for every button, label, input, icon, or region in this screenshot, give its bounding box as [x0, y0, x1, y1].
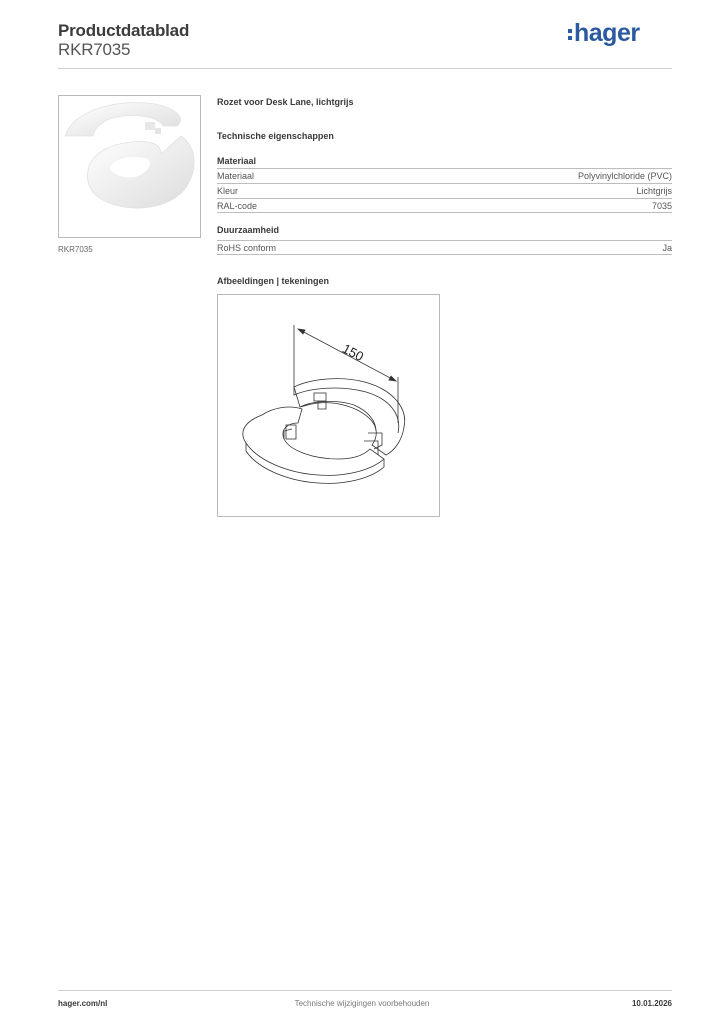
spec-value: Polyvinylchloride (PVC) [577, 171, 672, 181]
spec-value: Lichtgrijs [636, 186, 672, 196]
group-title-duurzaamheid: Duurzaamheid [217, 225, 280, 235]
tech-properties-heading: Technische eigenschappen [217, 131, 334, 141]
dimension-label: 150 [340, 340, 367, 365]
rosette-drawing-icon [218, 295, 439, 516]
spec-row [217, 198, 672, 213]
header-divider [58, 68, 672, 69]
group-title-materiaal: Materiaal [217, 156, 257, 166]
product-photo [58, 95, 201, 238]
spec-key: Kleur [217, 186, 239, 196]
spec-key: RAL-code [217, 201, 258, 211]
document-title: Productdatablad [58, 21, 190, 40]
photo-caption: RKR7035 [58, 245, 93, 254]
spec-row [217, 240, 672, 255]
product-code: RKR7035 [58, 40, 131, 59]
spec-value: Ja [662, 243, 672, 253]
footer-website: hager.com/nl [58, 999, 108, 1008]
spec-key: RoHS conform [217, 243, 277, 253]
spec-value: 7035 [651, 201, 672, 211]
spec-row [217, 168, 672, 183]
rosette-photo-icon [59, 96, 200, 237]
product-name: Rozet voor Desk Lane, lichtgrijs [217, 97, 354, 107]
images-heading: Afbeeldingen | tekeningen [217, 276, 330, 286]
logo-text: hager [574, 19, 640, 47]
hager-logo [566, 16, 656, 48]
footer-date: 10.01.2026 [631, 999, 672, 1008]
footer-disclaimer: Technische wijzigingen voorbehouden [294, 999, 430, 1008]
spec-key: Materiaal [217, 171, 255, 181]
footer-divider [58, 990, 672, 991]
technical-drawing [217, 294, 440, 517]
spec-row [217, 183, 672, 198]
